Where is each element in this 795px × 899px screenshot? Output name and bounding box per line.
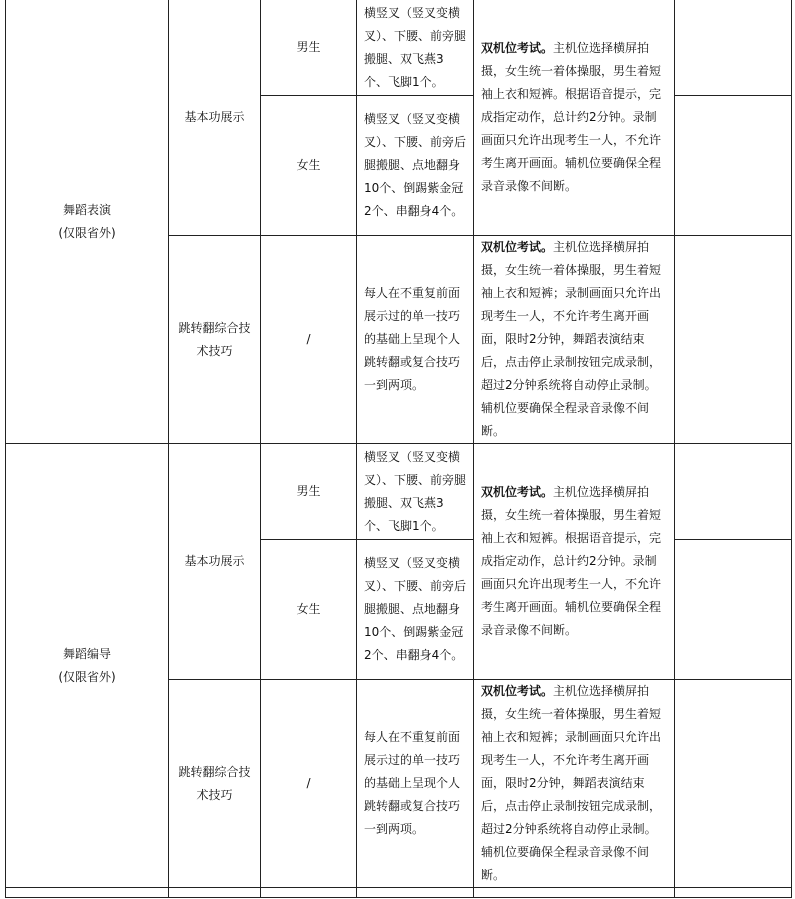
empty-cell	[474, 888, 675, 898]
empty-cell	[169, 888, 261, 898]
exam-requirements-table	[5, 0, 792, 898]
gender-cell-female: 女生	[261, 540, 357, 680]
content-cell: 每人在不重复前面展示过的单一技巧的基础上呈现个人跳转翻或复合技巧一到两项。	[357, 680, 474, 888]
empty-cell	[675, 96, 792, 236]
requirement-cell	[474, 0, 675, 236]
item-cell: 跳转翻综合技术技巧	[169, 680, 261, 888]
gender-cell: /	[261, 680, 357, 888]
requirement-bold: 双机位考试。	[481, 684, 554, 698]
empty-cell	[675, 0, 792, 96]
empty-cell	[675, 236, 792, 444]
category-name: 舞蹈表演	[62, 202, 111, 217]
table-row	[6, 888, 792, 898]
requirement-cell	[474, 444, 675, 680]
item-cell: 基本功展示	[169, 0, 261, 236]
empty-cell	[675, 888, 792, 898]
empty-cell	[261, 888, 357, 898]
empty-cell	[675, 540, 792, 680]
content-cell-female: 横竖叉（竖叉变横叉）、下腰、前旁后腿搬腿、点地翻身10个、倒踢紫金冠2个、串翻身4个。	[357, 540, 474, 680]
gender-cell-male: 男生	[261, 0, 357, 96]
gender-cell-male: 男生	[261, 444, 357, 540]
content-cell: 每人在不重复前面展示过的单一技巧的基础上呈现个人跳转翻或复合技巧一到两项。	[357, 236, 474, 444]
requirement-text: 主机位选择横屏拍摄，女生统一着体操服，男生着短袖上衣和短裤。根据语音提示，完成指定动作，总计约2分钟。录制画面只允许出现考生一人，不允许考生离开画面。辅机位要确保全程录音录像不间断。	[481, 485, 662, 637]
gender-cell-female: 女生	[261, 96, 357, 236]
category-name: 舞蹈编导	[62, 646, 111, 661]
category-cell	[6, 444, 169, 888]
empty-cell	[6, 888, 169, 898]
content-cell-male: 横竖叉（竖叉变横叉）、下腰、前旁腿搬腿、双飞燕3个、飞脚1个。	[357, 0, 474, 96]
empty-cell	[675, 680, 792, 888]
category-cell	[6, 0, 169, 444]
requirement-cell	[474, 680, 675, 888]
category-note: (仅限省外)	[58, 225, 116, 240]
requirement-bold: 双机位考试。	[481, 240, 554, 254]
table-row	[6, 0, 792, 96]
item-cell: 跳转翻综合技术技巧	[169, 236, 261, 444]
requirement-bold: 双机位考试。	[481, 485, 554, 499]
requirement-text: 主机位选择横屏拍摄，女生统一着体操服，男生着短袖上衣和短裤；录制画面只允许出现考生一人，不允许考生离开画面，限时2分钟，舞蹈表演结束后，点击停止录制按钮完成录制，超过2分钟系统将自动停止录制。辅机位要确保全程录音录像不间断。	[481, 240, 662, 438]
requirement-bold: 双机位考试。	[481, 41, 554, 55]
empty-cell	[675, 444, 792, 540]
content-cell-female: 横竖叉（竖叉变横叉）、下腰、前旁后腿搬腿、点地翻身10个、倒踢紫金冠2个、串翻身4个。	[357, 96, 474, 236]
item-cell: 基本功展示	[169, 444, 261, 680]
requirement-cell	[474, 236, 675, 444]
requirement-text: 主机位选择横屏拍摄，女生统一着体操服，男生着短袖上衣和短裤。根据语音提示，完成指定动作，总计约2分钟。录制画面只允许出现考生一人，不允许考生离开画面。辅机位要确保全程录音录像不间断。	[481, 41, 662, 193]
table-row	[6, 444, 792, 540]
content-cell-male: 横竖叉（竖叉变横叉）、下腰、前旁腿搬腿、双飞燕3个、飞脚1个。	[357, 444, 474, 540]
gender-cell: /	[261, 236, 357, 444]
empty-cell	[357, 888, 474, 898]
requirement-text: 主机位选择横屏拍摄，女生统一着体操服，男生着短袖上衣和短裤；录制画面只允许出现考生一人，不允许考生离开画面，限时2分钟，舞蹈表演结束后，点击停止录制按钮完成录制，超过2分钟系统将自动停止录制。辅机位要确保全程录音录像不间断。	[481, 684, 662, 882]
category-note: (仅限省外)	[58, 669, 116, 684]
